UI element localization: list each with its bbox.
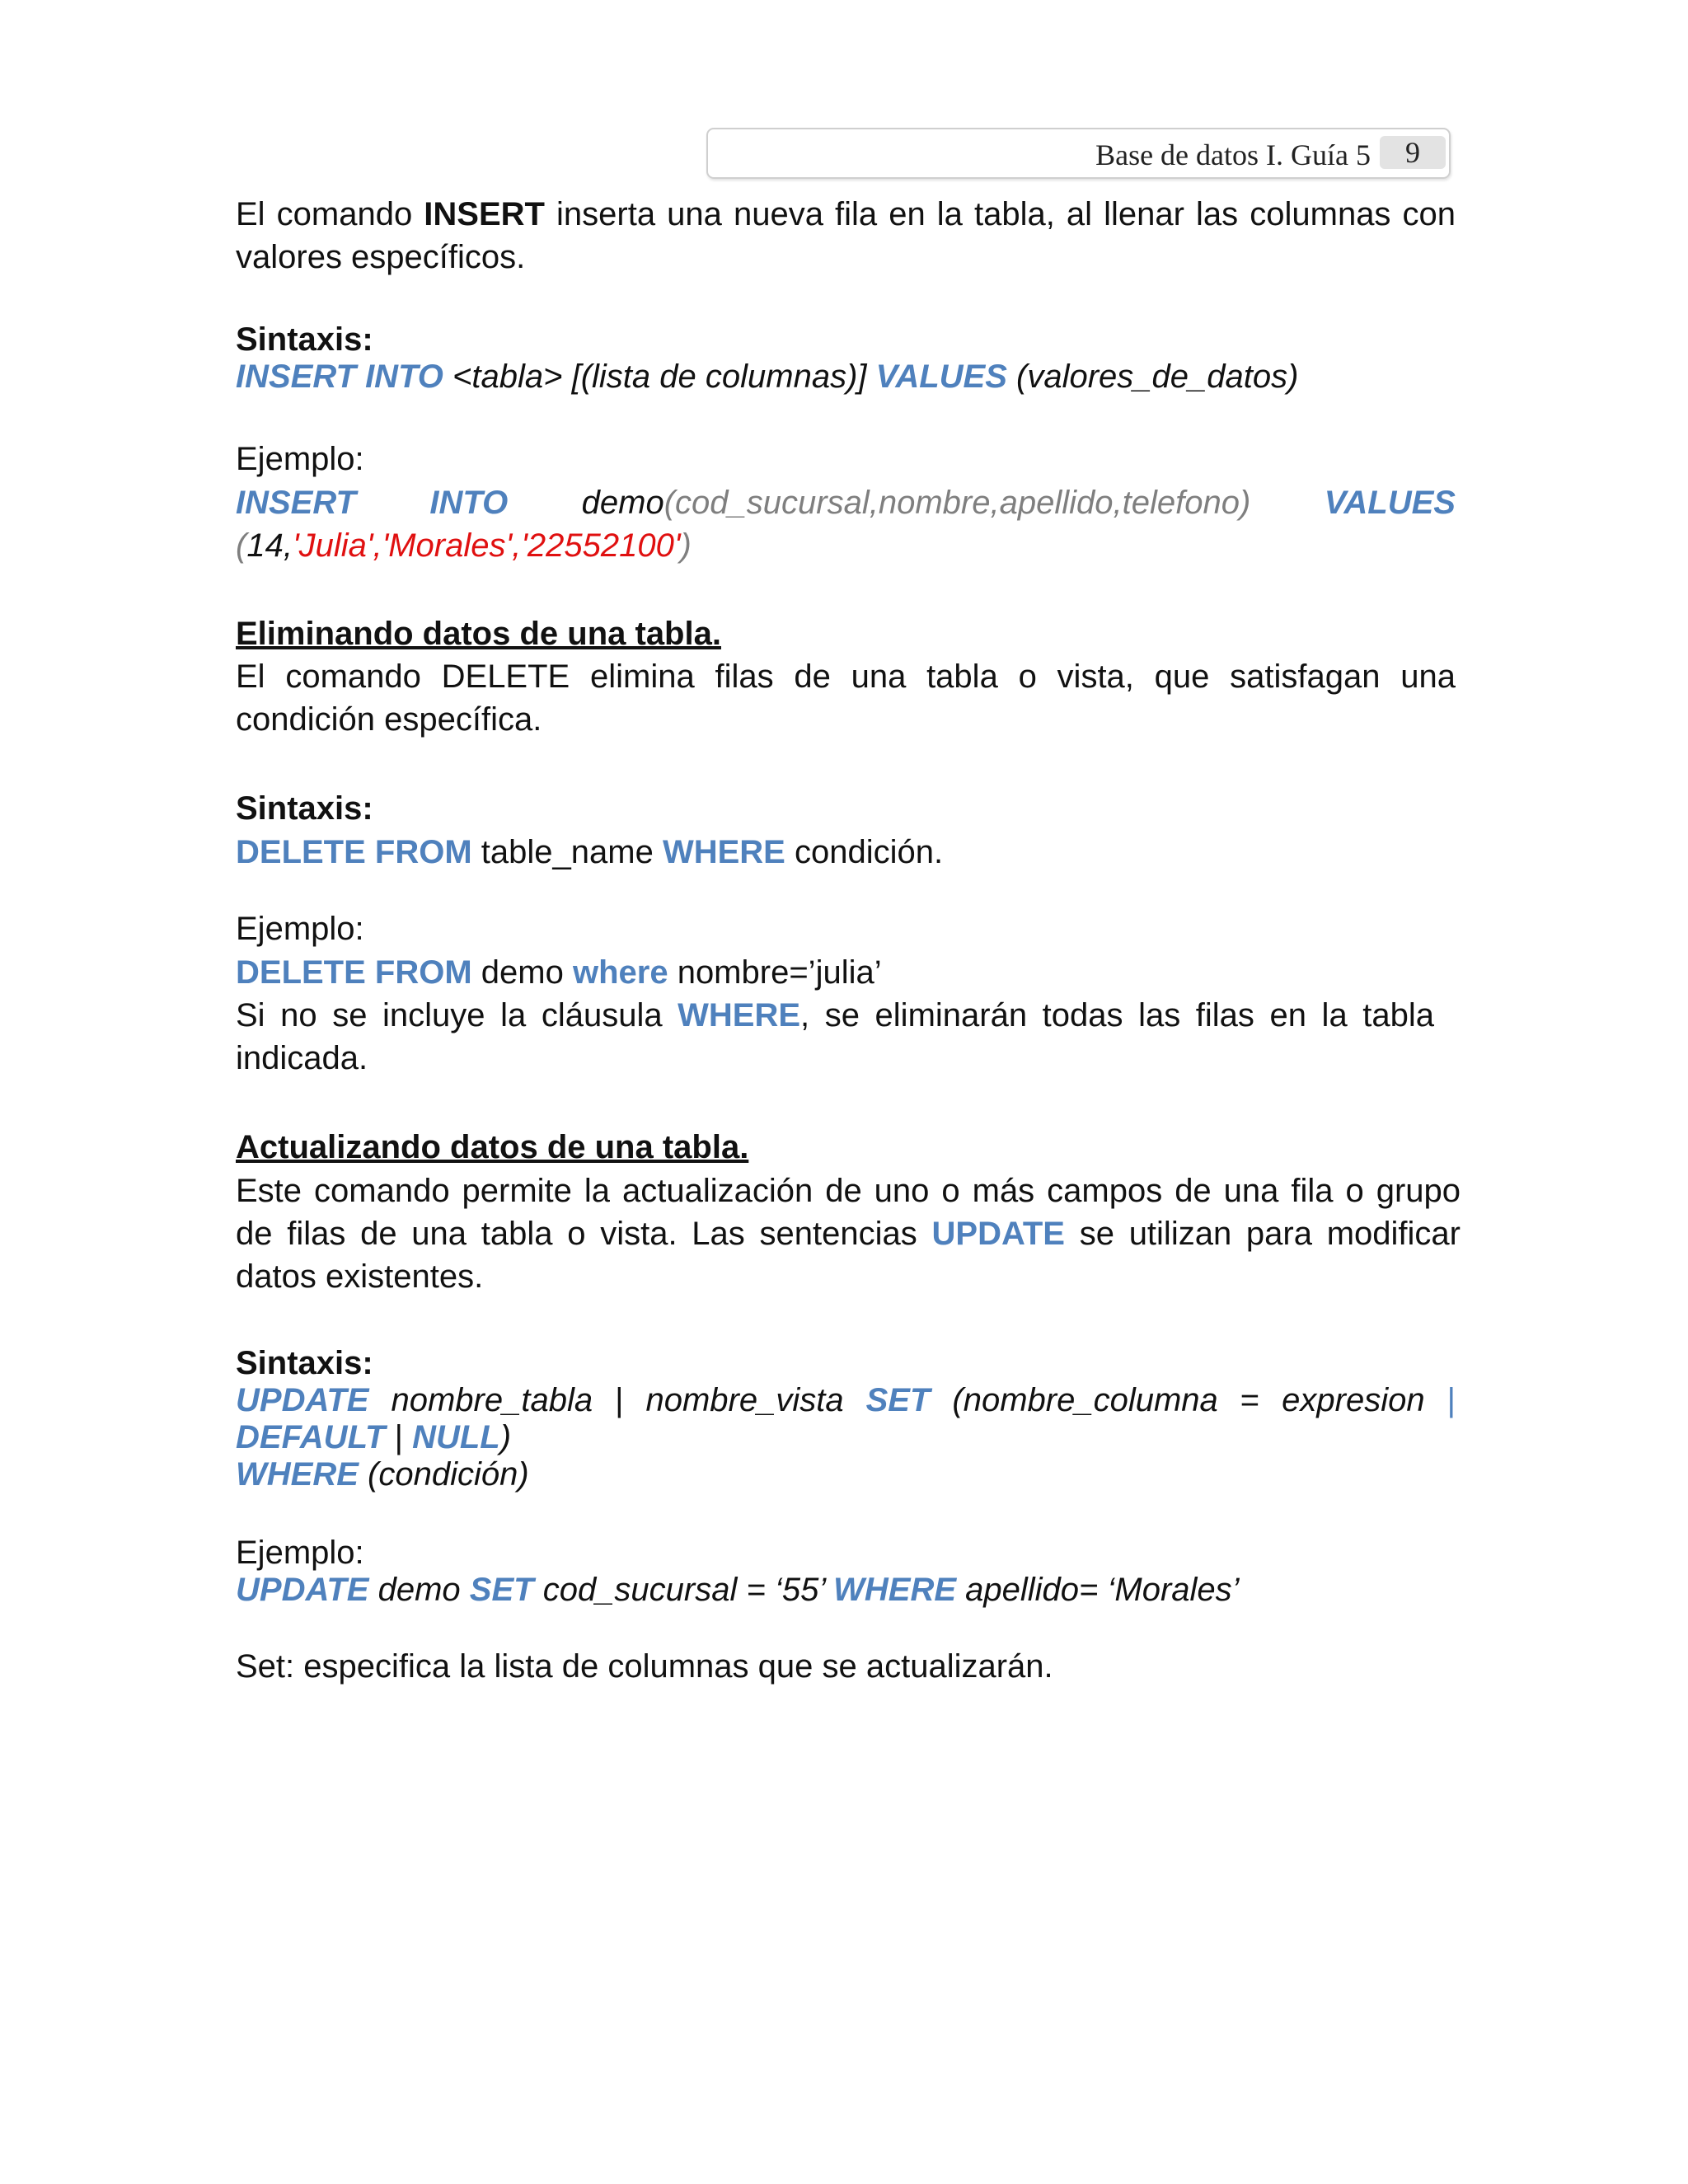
delete-example: DELETE FROM demo where nombre=’julia’ bbox=[236, 954, 882, 991]
delete-syntax-label: Sintaxis: bbox=[236, 790, 373, 827]
page-header bbox=[706, 128, 1451, 179]
update-example: UPDATE demo SET cod_sucursal = ‘55’ WHERE apellido= ‘Morales’ bbox=[236, 1572, 1240, 1608]
delete-desc-line1: El comando DELETE elimina filas de una tabla o vista, que satisfagan una bbox=[236, 658, 1456, 695]
insert-example-label: Ejemplo: bbox=[236, 441, 364, 477]
insert-intro-line1: El comando INSERT inserta una nueva fila en la tabla, al llenar las columnas con bbox=[236, 196, 1456, 232]
update-desc-line2: de filas de una tabla o vista. Las sentencias UPDATE se utilizan para modificar bbox=[236, 1216, 1461, 1252]
header-title: Base de datos I. Guía 5 bbox=[1095, 138, 1371, 171]
delete-syntax: DELETE FROM table_name WHERE condición. bbox=[236, 834, 944, 870]
page-number: 9 bbox=[1380, 136, 1446, 169]
update-syntax-label: Sintaxis: bbox=[236, 1345, 373, 1381]
update-syntax-line3: WHERE (condición) bbox=[236, 1456, 529, 1493]
insert-example-line1: INSERT INTO demo(cod_sucursal,nombre,apellido,telefono) VALUES bbox=[236, 485, 1456, 521]
insert-intro-line2: valores específicos. bbox=[236, 239, 526, 275]
update-syntax-line1: UPDATE nombre_tabla | nombre_vista SET (nombre_columna = expresion | bbox=[236, 1382, 1456, 1418]
update-syntax-line2: DEFAULT | NULL) bbox=[236, 1419, 512, 1455]
update-set-note: Set: especifica la lista de columnas que se actualizarán. bbox=[236, 1648, 1053, 1685]
update-heading: Actualizando datos de una tabla. bbox=[236, 1129, 749, 1165]
delete-heading: Eliminando datos de una tabla. bbox=[236, 616, 721, 652]
delete-note-line1: Si no se incluye la cláusula WHERE, se eliminarán todas las filas en la tabla bbox=[236, 997, 1435, 1033]
insert-syntax-label: Sintaxis: bbox=[236, 321, 373, 358]
delete-example-label: Ejemplo: bbox=[236, 911, 364, 947]
insert-syntax: INSERT INTO <tabla> [(lista de columnas)] VALUES (valores_de_datos) bbox=[236, 359, 1299, 395]
delete-desc-line2: condición específica. bbox=[236, 701, 542, 738]
update-example-label: Ejemplo: bbox=[236, 1535, 364, 1571]
update-desc-line1: Este comando permite la actualización de uno o más campos de una fila o grupo bbox=[236, 1173, 1461, 1209]
delete-note-line2: indicada. bbox=[236, 1040, 368, 1076]
update-desc-line3: datos existentes. bbox=[236, 1258, 484, 1295]
insert-example-line2: (14,'Julia','Morales','22552100') bbox=[236, 527, 692, 564]
